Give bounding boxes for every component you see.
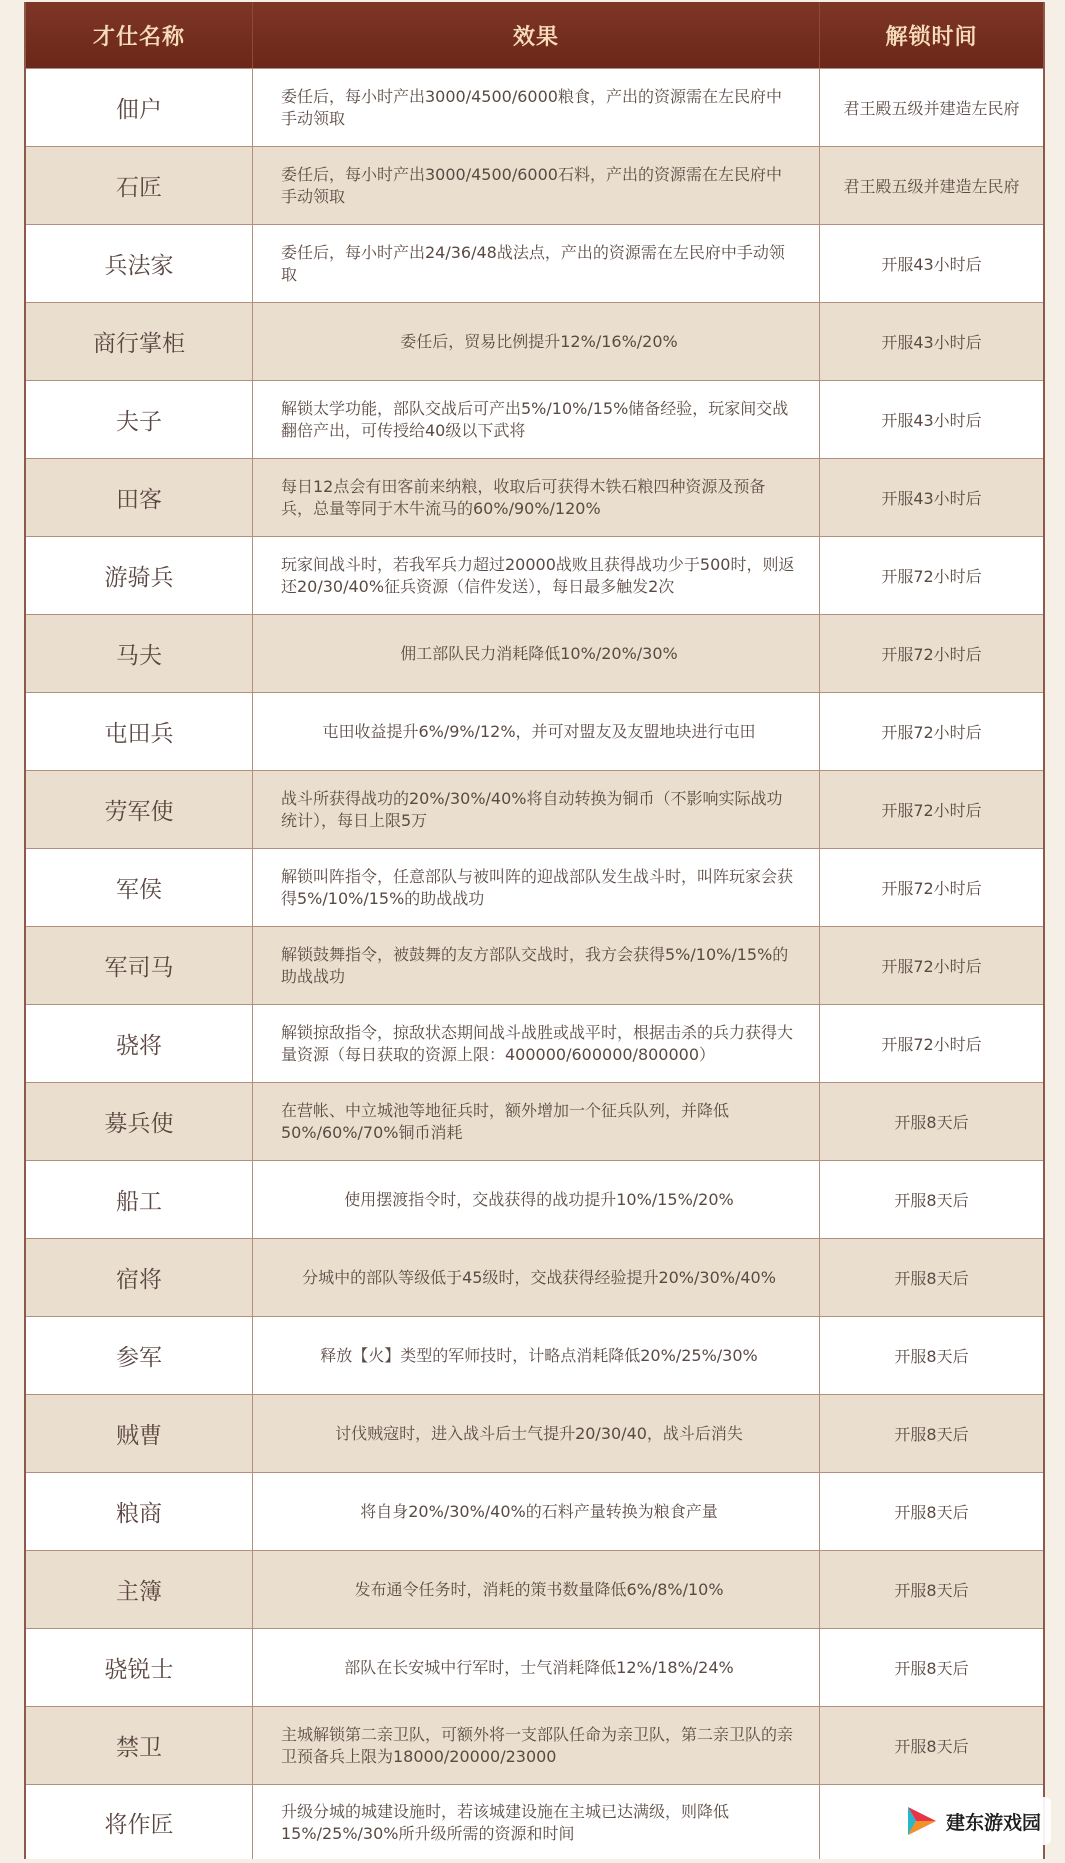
talent-unlock: 开服72小时后 (881, 957, 982, 976)
talent-name: 佃户 (26, 69, 253, 146)
talent-name: 粮商 (26, 1473, 253, 1550)
talent-name: 宿将 (26, 1239, 253, 1316)
talent-name: 将作匠 (26, 1785, 253, 1859)
talent-unlock: 开服43小时后 (881, 333, 982, 352)
table-row (26, 614, 1043, 692)
talent-effect (253, 69, 820, 146)
table-row (26, 848, 1043, 926)
table-row (26, 458, 1043, 536)
talent-name: 募兵使 (26, 1083, 253, 1160)
talent-effect (253, 693, 820, 770)
talent-effect-text: 解锁鼓舞指令，被鼓舞的友方部队交战时，我方会获得5%/10%/15%的助战战功 (281, 944, 789, 986)
talent-unlock: 开服8天后 (894, 1347, 969, 1366)
talent-table (24, 2, 1045, 1859)
talent-unlock: 开服43小时后 (881, 411, 982, 430)
talent-effect (253, 1551, 820, 1628)
talent-effect-text: 释放【火】类型的军师技时，计略点消耗降低20%/25%/30% (320, 1345, 758, 1365)
table-row (26, 1472, 1043, 1550)
talent-unlock: 君王殿五级并建造左民府 (843, 99, 1020, 118)
talent-effect-text: 解锁叫阵指令，任意部队与被叫阵的迎战部队发生战斗时，叫阵玩家会获得5%/10%/15%的助战战功 (281, 866, 794, 908)
talent-effect-text: 每日12点会有田客前来纳粮，收取后可获得木铁石粮四种资源及预备兵，总量等同于木牛流马的60%/90%/120% (281, 476, 766, 518)
talent-unlock: 开服8天后 (894, 1269, 969, 1288)
talent-effect-text: 使用摆渡指令时，交战获得的战功提升10%/15%/20% (344, 1189, 734, 1209)
talent-effect (253, 849, 820, 926)
talent-unlock: 开服8天后 (894, 1425, 969, 1444)
talent-effect-text: 解锁掠敌指令，掠敌状态期间战斗战胜或战平时，根据击杀的兵力获得大量资源（每日获取的资源上限：400000/600000/800000） (281, 1022, 794, 1064)
table-row (26, 1238, 1043, 1316)
talent-effect (253, 1005, 820, 1082)
talent-unlock: 开服72小时后 (881, 1035, 982, 1054)
talent-name: 游骑兵 (26, 537, 253, 614)
talent-effect-text: 发布通令任务时，消耗的策书数量降低6%/8%/10% (354, 1579, 724, 1599)
talent-effect-text: 战斗所获得战功的20%/30%/40%将自动转换为铜币（不影响实际战功统计），每日上限5万 (281, 788, 783, 830)
talent-unlock: 开服43小时后 (881, 489, 982, 508)
table-row (26, 380, 1043, 458)
talent-name: 夫子 (26, 381, 253, 458)
talent-unlock: 开服8天后 (894, 1503, 969, 1522)
talent-effect (253, 1629, 820, 1706)
talent-effect-text: 委任后，每小时产出3000/4500/6000粮食，产出的资源需在左民府中手动领取 (281, 86, 782, 128)
play-logo-icon (904, 1803, 940, 1839)
table-row (26, 1784, 1043, 1859)
talent-effect (253, 537, 820, 614)
talent-effect-text: 分城中的部队等级低于45级时，交战获得经验提升20%/30%/40% (302, 1267, 776, 1287)
talent-effect (253, 1161, 820, 1238)
table-row (26, 1082, 1043, 1160)
talent-effect (253, 615, 820, 692)
table-row (26, 1394, 1043, 1472)
table-row (26, 536, 1043, 614)
talent-unlock: 开服8天后 (894, 1191, 969, 1210)
talent-name: 禁卫 (26, 1707, 253, 1784)
talent-name: 参军 (26, 1317, 253, 1394)
talent-effect (253, 1395, 820, 1472)
talent-effect (253, 1785, 820, 1859)
talent-effect-text: 玩家间战斗时，若我军兵力超过20000战败且获得战功少于500时，则返还20/30/40%征兵资源（信件发送），每日最多触发2次 (281, 554, 795, 596)
talent-effect-text: 升级分城的城建设施时，若该城建设施在主城已达满级，则降低15%/25%/30%所升级所需的资源和时间 (281, 1801, 730, 1843)
talent-unlock: 开服72小时后 (881, 567, 982, 586)
talent-name: 商行掌柜 (26, 303, 253, 380)
talent-effect-text: 佣工部队民力消耗降低10%/20%/30% (400, 643, 678, 663)
table-row (26, 1706, 1043, 1784)
table-row (26, 1628, 1043, 1706)
talent-effect-text: 主城解锁第二亲卫队，可额外将一支部队任命为亲卫队，第二亲卫队的亲卫预备兵上限为18000/20000/23000 (281, 1724, 794, 1766)
talent-name: 兵法家 (26, 225, 253, 302)
talent-effect-text: 委任后，每小时产出3000/4500/6000石料，产出的资源需在左民府中手动领取 (281, 164, 782, 206)
talent-unlock: 开服72小时后 (881, 645, 982, 664)
talent-name: 船工 (26, 1161, 253, 1238)
talent-effect-text: 讨伐贼寇时，进入战斗后士气提升20/30/40，战斗后消失 (335, 1423, 743, 1443)
talent-name: 主簿 (26, 1551, 253, 1628)
talent-effect (253, 1239, 820, 1316)
table-row (26, 1550, 1043, 1628)
talent-unlock: 开服72小时后 (881, 801, 982, 820)
table-row (26, 1004, 1043, 1082)
talent-effect-text: 屯田收益提升6%/9%/12%，并可对盟友及友盟地块进行屯田 (322, 721, 756, 741)
talent-name: 骁将 (26, 1005, 253, 1082)
table-row (26, 146, 1043, 224)
talent-effect (253, 303, 820, 380)
talent-effect-text: 解锁太学功能，部队交战后可产出5%/10%/15%储备经验，玩家间交战翻倍产出，可传授给40级以下武将 (281, 398, 789, 440)
talent-effect (253, 1707, 820, 1784)
table-row (26, 1160, 1043, 1238)
header-effect: 效果 (253, 2, 820, 68)
talent-effect-text: 委任后，每小时产出24/36/48战法点，产出的资源需在左民府中手动领取 (281, 242, 785, 284)
talent-effect-text: 在营帐、中立城池等地征兵时，额外增加一个征兵队列，并降低50%/60%/70%铜币消耗 (281, 1100, 730, 1142)
watermark-text: 建东游戏园 (945, 1811, 1041, 1834)
table-header (26, 2, 1043, 68)
talent-name: 田客 (26, 459, 253, 536)
table-row (26, 302, 1043, 380)
table-row (26, 692, 1043, 770)
talent-effect (253, 147, 820, 224)
talent-unlock: 开服72小时后 (881, 879, 982, 898)
talent-name: 劳军使 (26, 771, 253, 848)
table-row (26, 926, 1043, 1004)
talent-name: 屯田兵 (26, 693, 253, 770)
header-name: 才仕名称 (26, 2, 253, 68)
table-row (26, 224, 1043, 302)
talent-effect (253, 1083, 820, 1160)
table-row (26, 1316, 1043, 1394)
talent-effect (253, 381, 820, 458)
talent-effect-text: 将自身20%/30%/40%的石料产量转换为粮食产量 (360, 1501, 718, 1521)
talent-unlock: 开服8天后 (894, 1581, 969, 1600)
talent-name: 军侯 (26, 849, 253, 926)
talent-name: 马夫 (26, 615, 253, 692)
talent-name: 军司马 (26, 927, 253, 1004)
talent-unlock: 开服8天后 (894, 1113, 969, 1132)
talent-effect (253, 771, 820, 848)
talent-effect (253, 1317, 820, 1394)
table-row (26, 770, 1043, 848)
talent-name: 石匠 (26, 147, 253, 224)
talent-effect-text: 部队在长安城中行军时，士气消耗降低12%/18%/24% (344, 1657, 734, 1677)
talent-effect-text: 委任后，贸易比例提升12%/16%/20% (400, 331, 678, 351)
talent-unlock: 君王殿五级并建造左民府 (843, 177, 1020, 196)
talent-unlock: 开服8天后 (894, 1737, 969, 1756)
talent-unlock: 开服43小时后 (881, 255, 982, 274)
talent-effect (253, 225, 820, 302)
talent-unlock: 开服72小时后 (881, 723, 982, 742)
talent-effect (253, 1473, 820, 1550)
talent-name: 骁锐士 (26, 1629, 253, 1706)
table-body (26, 68, 1043, 1859)
talent-effect (253, 459, 820, 536)
talent-effect (253, 927, 820, 1004)
header-unlock: 解锁时间 (885, 24, 978, 50)
talent-unlock: 开服8天后 (894, 1659, 969, 1678)
talent-name: 贼曹 (26, 1395, 253, 1472)
table-row (26, 68, 1043, 146)
watermark (894, 1797, 1051, 1845)
